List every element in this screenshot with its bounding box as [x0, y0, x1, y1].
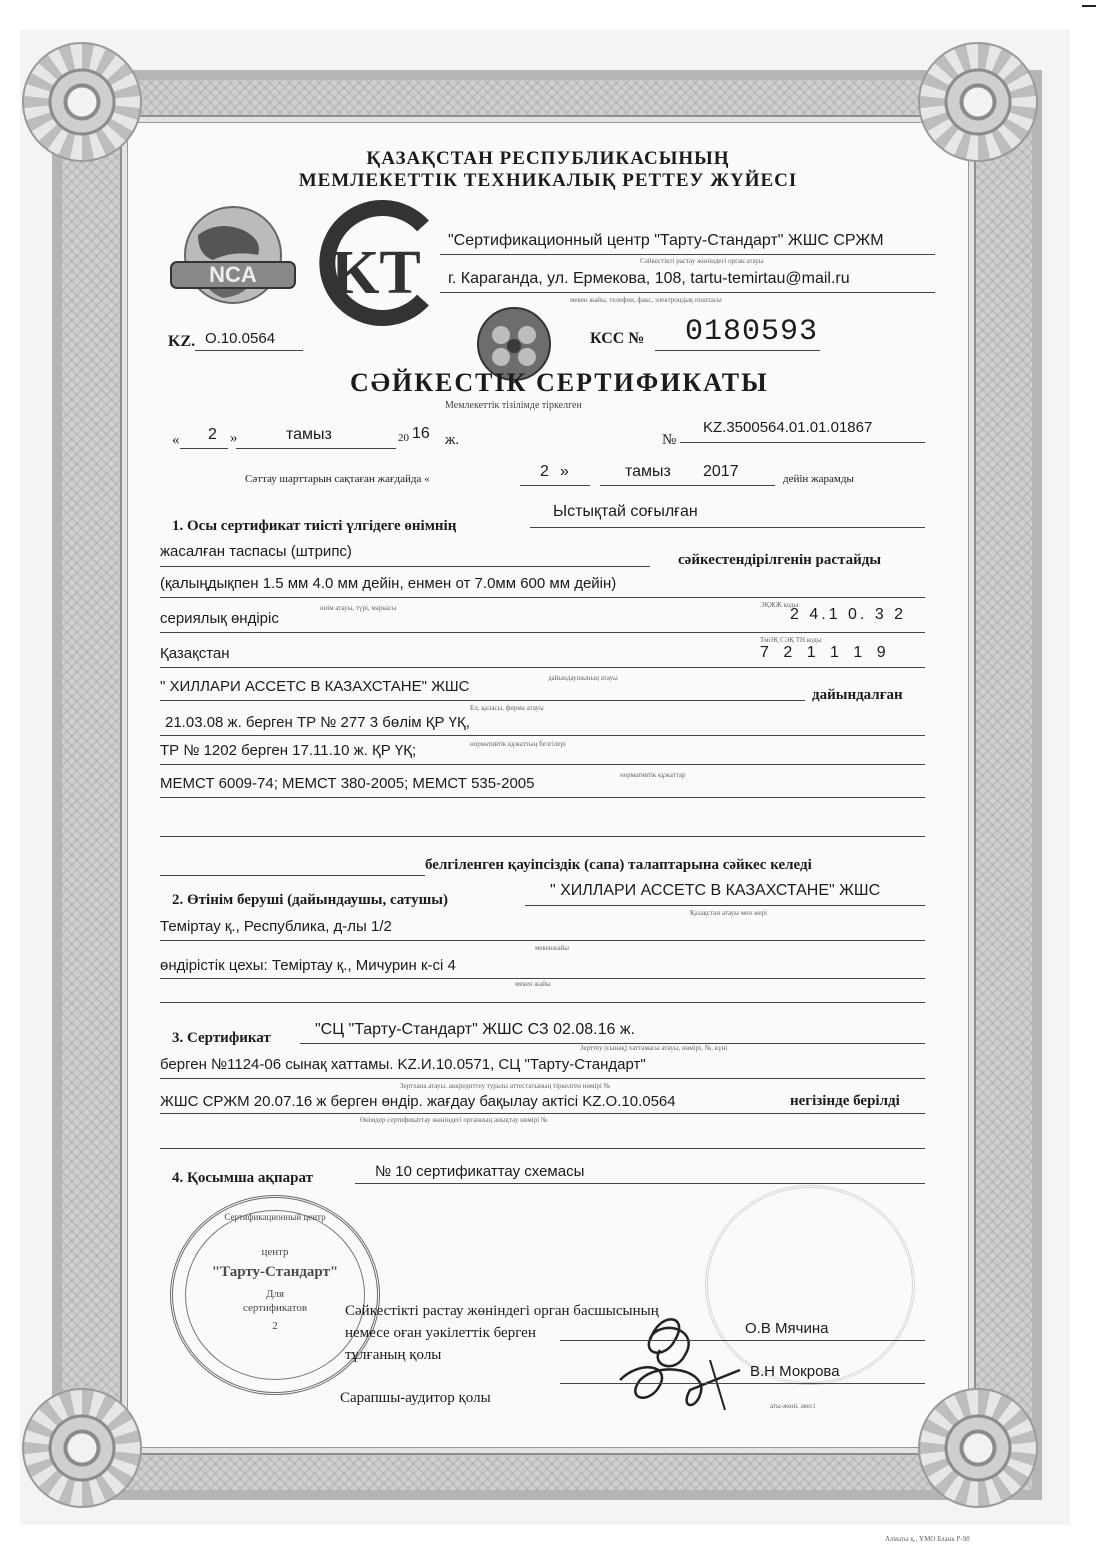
blank-underline-2	[160, 875, 425, 876]
code1-caption: ЭҚЖЖ коды	[760, 601, 799, 609]
regulation-2-underline	[160, 764, 925, 765]
applicant-underline	[525, 905, 925, 906]
kss-number: 0180593	[685, 315, 819, 349]
seal-text-5: 2	[272, 1320, 278, 1332]
signer-name-caption: аты-жөні, әкесі	[770, 1402, 816, 1410]
header-line-1: ҚАЗАҚСТАН РЕСПУБЛИКАСЫНЫҢ	[366, 148, 730, 169]
conformity-statement: белгіленген қауіпсіздік (сапа) талаптарына сәйкес келеді	[425, 857, 812, 873]
round-seal-stamp	[170, 1195, 380, 1395]
standards: МЕМСТ 6009-74; МЕМСТ 380-2005; МЕМСТ 535-2005	[160, 775, 535, 792]
signature-line-2	[560, 1383, 925, 1384]
org-signature-label-3: тұлғаның қолы	[345, 1347, 442, 1363]
reg-year-prefix: 20	[398, 432, 409, 444]
code2-caption: ТмӘҚ СЭҚ ТН коды	[760, 636, 822, 644]
country: Қазақстан	[160, 645, 230, 662]
applicant-caption: Қазақстан атауы мен жері	[690, 909, 768, 917]
regulation-2: ТР № 1202 берген 17.11.10 ж. ҚР ҮҚ;	[160, 742, 417, 759]
scan-mark	[1082, 5, 1096, 7]
body-registration-number: О.10.0564	[205, 330, 276, 347]
cert-number-underline	[680, 442, 925, 443]
additional-info: № 10 сертификаттау схемасы	[375, 1163, 585, 1180]
seal-text-4: сертификатов	[242, 1302, 308, 1314]
basis-caption-2: Зертхана атауы, аккредиттеу туралы аттестатының тіркелген нөмірі №	[400, 1082, 611, 1090]
seal-text-2: "Тарту-Стандарт"	[211, 1264, 339, 1280]
regulation-1: 21.03.08 ж. берген ТР № 277 3 бөлім ҚР ҮҚ,	[165, 714, 470, 731]
reg-date-open-quote: «	[172, 432, 180, 448]
reg-day-underline	[180, 448, 228, 449]
regulation-caption: нормативтік құжаттың белгілері	[470, 740, 566, 748]
production-shop-underline	[160, 978, 925, 979]
issuer-name-underline	[440, 254, 935, 255]
manufacturer-caption: дайындаушының атауы	[548, 674, 618, 682]
validity-suffix: дейін жарамды	[783, 473, 854, 485]
reg-date-day: 2	[208, 426, 217, 443]
country-underline	[160, 667, 925, 668]
basis-line-3-underline	[160, 1113, 925, 1114]
expert-signature-label: Сарапшы-аудитор қолы	[340, 1390, 491, 1406]
reg-year-suffix: ж.	[445, 432, 460, 448]
org-signature-label-2: немесе оған уәкілеттік берген	[345, 1325, 536, 1341]
manufacturer-caption-2: Ел, қаласы, фирма атауы	[470, 704, 544, 712]
blank-underline-3	[160, 1002, 925, 1003]
header-line-2: МЕМЛЕКЕТТІК ТЕХНИКАЛЫҚ РЕТТЕУ ЖҮЙЕСІ	[298, 170, 798, 191]
blank-underline-1	[160, 836, 925, 837]
production-shop: өндірістік цехы: Теміртау қ., Мичурин к-сі 4	[160, 957, 456, 974]
blank-footer-print: Алматы қ., ҰМО Бланк Р-98	[885, 1535, 970, 1543]
section2-label: 2. Өтінім беруші (дайындаушы, сатушы)	[172, 892, 448, 908]
kss-label: КСС №	[590, 330, 645, 347]
org-signature-label-1: Сәйкестікті растау жөніндегі орган басшысының	[345, 1303, 659, 1319]
corner-rosette-top-right	[918, 42, 1038, 162]
code2-value: 7 2 1 1 1 9	[760, 644, 891, 661]
handwritten-signatures	[590, 1300, 790, 1420]
registration-prefix: KZ.	[168, 333, 196, 350]
applicant-address-caption: мекенжайы	[535, 944, 570, 952]
certificate-number: KZ.3500564.01.01.01867	[703, 419, 873, 436]
confirm-text: сәйкестендірілгенін растайды	[678, 552, 882, 568]
production-caption: өнім атауы, түрі, маркасы	[320, 604, 397, 612]
issuer-name-caption: Сәйкестікті растау жөніндегі орган атауы	[640, 257, 764, 265]
validity-day: 2	[540, 463, 549, 480]
seal-text-1: центр	[261, 1246, 289, 1258]
issuer-address: г. Караганда, ул. Ермекова, 108, tartu-temirtau@mail.ru	[448, 270, 850, 287]
signer-name-2: В.Н Мокрова	[750, 1363, 840, 1380]
seal-text-3: Для	[265, 1288, 285, 1300]
kt-conformity-logo	[318, 198, 440, 328]
kt-logo-text: KT	[331, 239, 421, 307]
section4-label: 4. Қосымша ақпарат	[172, 1170, 313, 1186]
basis-line-1: "СЦ "Тарту-Стандарт" ЖШС СЗ 02.08.16 ж.	[315, 1021, 635, 1038]
production-shop-caption: мекен жайы	[515, 980, 551, 988]
basis-caption-3: Өнімдер сертификаттау жөніндегі органның анықтау нөмірі №	[360, 1116, 548, 1124]
issuer-address-caption: мекен жайы, телефон, факс, электрондық поштасы	[570, 296, 722, 304]
applicant-address: Теміртау қ., Республика, д-лы 1/2	[160, 918, 392, 935]
issuer-name: "Сертификационный центр "Тарту-Стандарт" ЖШС СРЖМ	[448, 232, 884, 249]
reg-date-month: тамыз	[286, 426, 332, 443]
blank-underline-4	[160, 1148, 925, 1149]
product-name-underline	[530, 527, 925, 528]
validity-month-underline	[600, 485, 775, 486]
product-type-underline	[160, 566, 650, 567]
issuer-address-underline	[440, 292, 935, 293]
code1-value: 2 4.1 0. 3 2	[790, 606, 907, 623]
applicant-name: " ХИЛЛАРИ АССЕТС В КАЗАХСТАНЕ" ЖШС	[550, 882, 881, 899]
validity-day-underline	[520, 485, 590, 486]
kss-number-underline	[655, 350, 820, 351]
nca-logo-text: NCA	[209, 262, 257, 287]
basis-line-2-underline	[160, 1078, 925, 1079]
signature-line-1	[560, 1340, 925, 1341]
product-dimensions: (қалыңдықпен 1.5 мм 4.0 мм дейін, енмен от 7.0мм 600 мм дейін)	[160, 575, 617, 592]
reg-num-label: №	[662, 432, 677, 448]
made-text: дайындалған	[812, 687, 903, 703]
section3-label: 3. Сертификат	[172, 1030, 271, 1046]
reg-number-underline	[195, 350, 303, 351]
certificate-title: СӘЙКЕСТІК СЕРТИФИКАТЫ	[350, 368, 769, 397]
corner-rosette-top-left	[22, 42, 142, 162]
title-subcaption: Мемлекеттік тізілімде тіркелген	[445, 400, 582, 411]
product-name: Ыстықтай соғылған	[553, 503, 698, 520]
standards-caption: нормативтік құжаттар	[620, 771, 686, 779]
section1-label: 1. Осы сертификат тиісті үлгідеге өнімнің	[172, 518, 457, 534]
applicant-address-underline	[160, 940, 925, 941]
regulation-1-underline	[160, 735, 925, 736]
standards-underline	[160, 797, 925, 798]
nca-globe-logo	[163, 200, 303, 310]
corner-rosette-bottom-right	[918, 1388, 1038, 1508]
validity-label: Сәттау шарттарын сақтаған жағдайда «	[245, 473, 430, 485]
dimensions-underline	[160, 597, 925, 598]
signer-name-1: О.В Мячина	[745, 1320, 829, 1337]
corner-rosette-bottom-left	[22, 1388, 142, 1508]
validity-year: 2017	[703, 463, 739, 480]
reg-date-year: 16	[412, 425, 430, 442]
manufacturer-underline	[160, 700, 805, 701]
seal-ring-text: Сертификационный центр	[224, 1212, 326, 1222]
reg-month-underline	[236, 448, 396, 449]
additional-info-underline	[355, 1183, 925, 1184]
basis-line-2: берген №1124-06 сынақ хаттамы. KZ.И.10.0571, СЦ "Тарту-Стандарт"	[160, 1056, 646, 1073]
manufacturer: " ХИЛЛАРИ АССЕТС В КАЗАХСТАНЕ" ЖШС	[160, 678, 470, 695]
basis-line-3: ЖШС СРЖМ 20.07.16 ж берген өндір. жағдау бақылау актісі KZ.О.10.0564	[160, 1093, 676, 1110]
basis-suffix: негізінде берілді	[790, 1093, 900, 1109]
basis-caption-1: Зерттеу (сынақ) хаттамасы атауы, нөмірі, №, күні	[580, 1044, 728, 1052]
reg-date-close-quote: »	[230, 430, 238, 446]
validity-month: тамыз	[625, 463, 671, 480]
production-underline	[160, 632, 925, 633]
product-type: жасалған таспасы (штрипс)	[160, 543, 352, 560]
production-type: сериялық өндіріс	[160, 610, 279, 627]
validity-day-close: »	[560, 463, 569, 480]
